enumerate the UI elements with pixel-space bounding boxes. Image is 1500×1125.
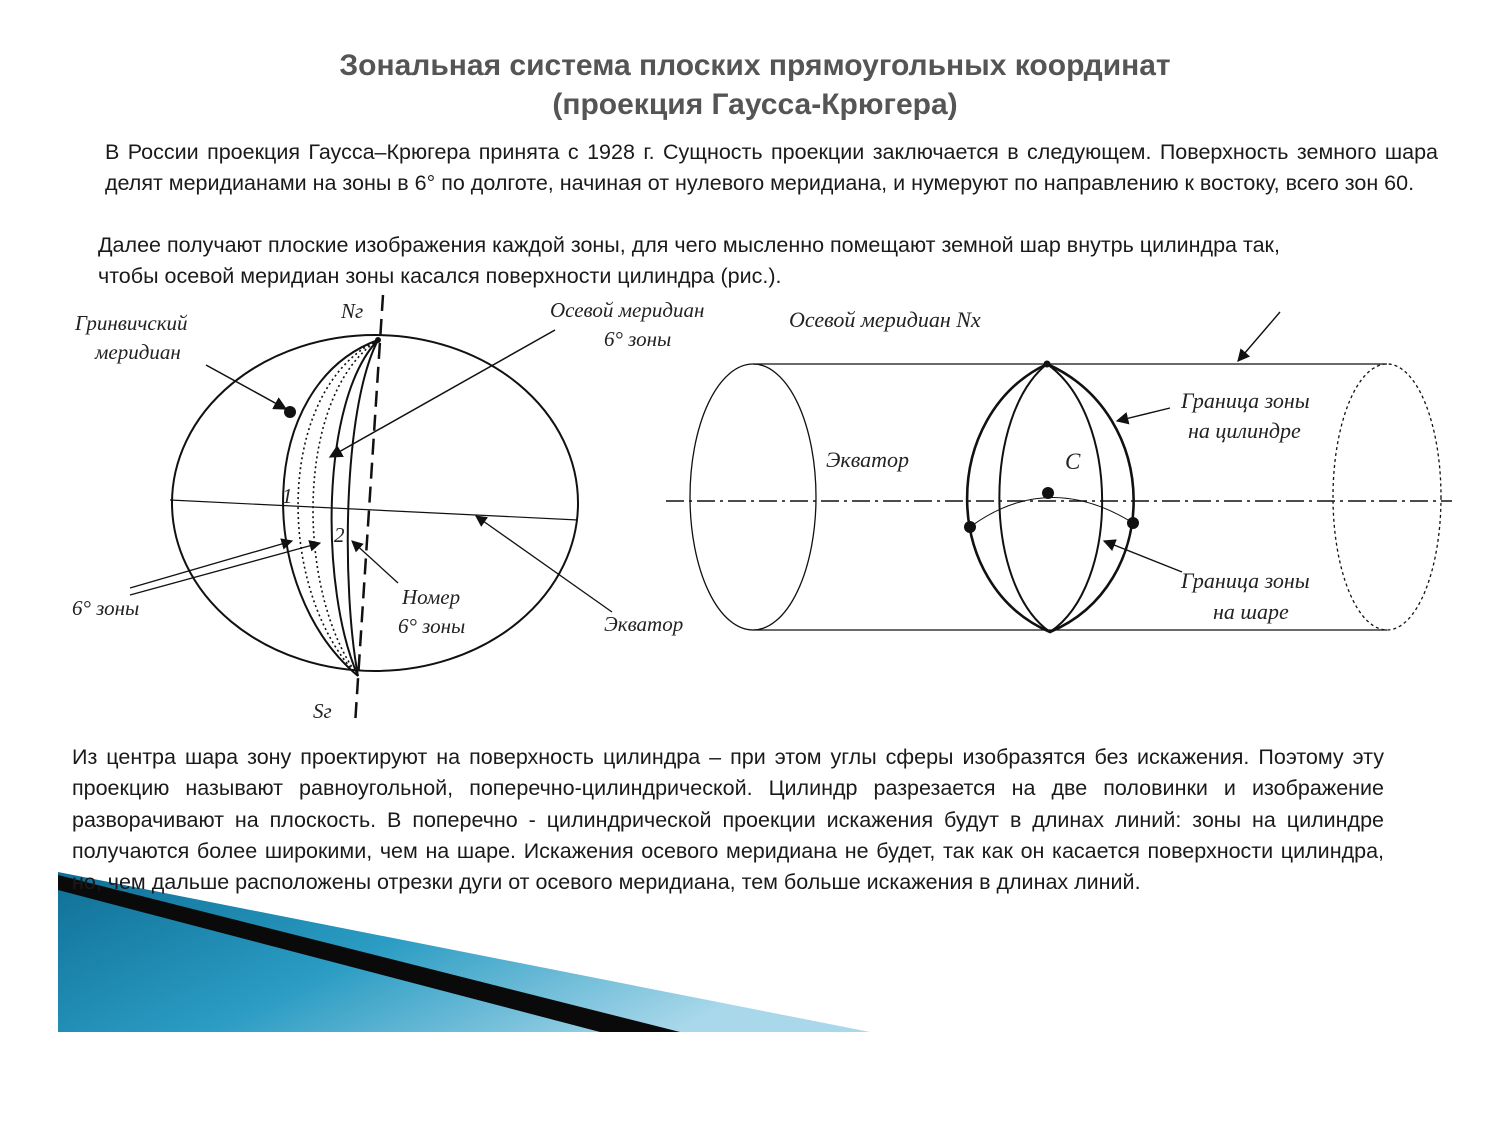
label-equator-left: Экватор [604, 612, 684, 636]
title-line-2: (проекция Гаусса-Крюгера) [552, 88, 958, 121]
label-cyl-boundary-2: на цилиндре [1188, 418, 1301, 443]
label-equator-right: Экватор [826, 447, 909, 472]
label-north: Nг [341, 299, 364, 323]
label-south: Sг [313, 699, 332, 723]
title-line-1: Зональная система плоских прямоугольных координат [339, 49, 1171, 82]
intro-paragraph: В России проекция Гаусса–Крюгера принята с 1928 г. Сущность проекции заключается в следующем. Поверхность земного шара делят меридианами на зоны в 6° по долготе, начиная от нулевого меридиана, и нумеруют по направлению к востоку, всего зон 60. [105, 140, 1438, 195]
label-axial-nx: Осевой меридиан Nx [789, 307, 981, 332]
label-center: C [1065, 449, 1081, 474]
label-greenwich-2: меридиан [95, 340, 181, 364]
cylinder-paragraph: Далее получают плоские изображения каждой зоны, для чего мысленно помещают земной шар внутрь цилиндра так, чтобы осевой меридиан зоны касался поверхности цилиндра (рис.). [98, 233, 1280, 288]
label-greenwich-1: Гринвичский [75, 311, 188, 335]
label-cyl-boundary-1: Граница зоны [1181, 388, 1310, 413]
projection-paragraph: Из центра шара зону проектируют на поверхность цилиндра – при этом углы сферы изобразятся без искажения. Поэтому эту проекцию называют равноугольной, поперечно-цилиндрической. Цилиндр разрезается на две половинки и изображение разворачивают на плоскость. В поперечно - цилиндрической проекции искажения будут в длинах линий: зоны на цилиндре получаются более широкими, чем на шаре. Искажения осевого меридиана не будет, так как он касается поверхности цилиндра, но, чем дальше расположены отрезки дуги от осевого меридиана, тем больше искажения в длинах линий. [72, 745, 1384, 895]
label-number-2: 6° зоны [398, 614, 466, 638]
label-number-1: Номер [402, 585, 461, 609]
label-zones: 6° зоны [72, 596, 140, 620]
label-globe-boundary-1: Граница зоны [1181, 568, 1310, 593]
label-zone-2: 2 [334, 523, 345, 547]
label-zone-1: 1 [282, 484, 293, 508]
label-globe-boundary-2: на шаре [1213, 599, 1289, 624]
label-axial-2: 6° зоны [604, 327, 672, 351]
label-axial-1: Осевой меридиан [550, 298, 705, 322]
